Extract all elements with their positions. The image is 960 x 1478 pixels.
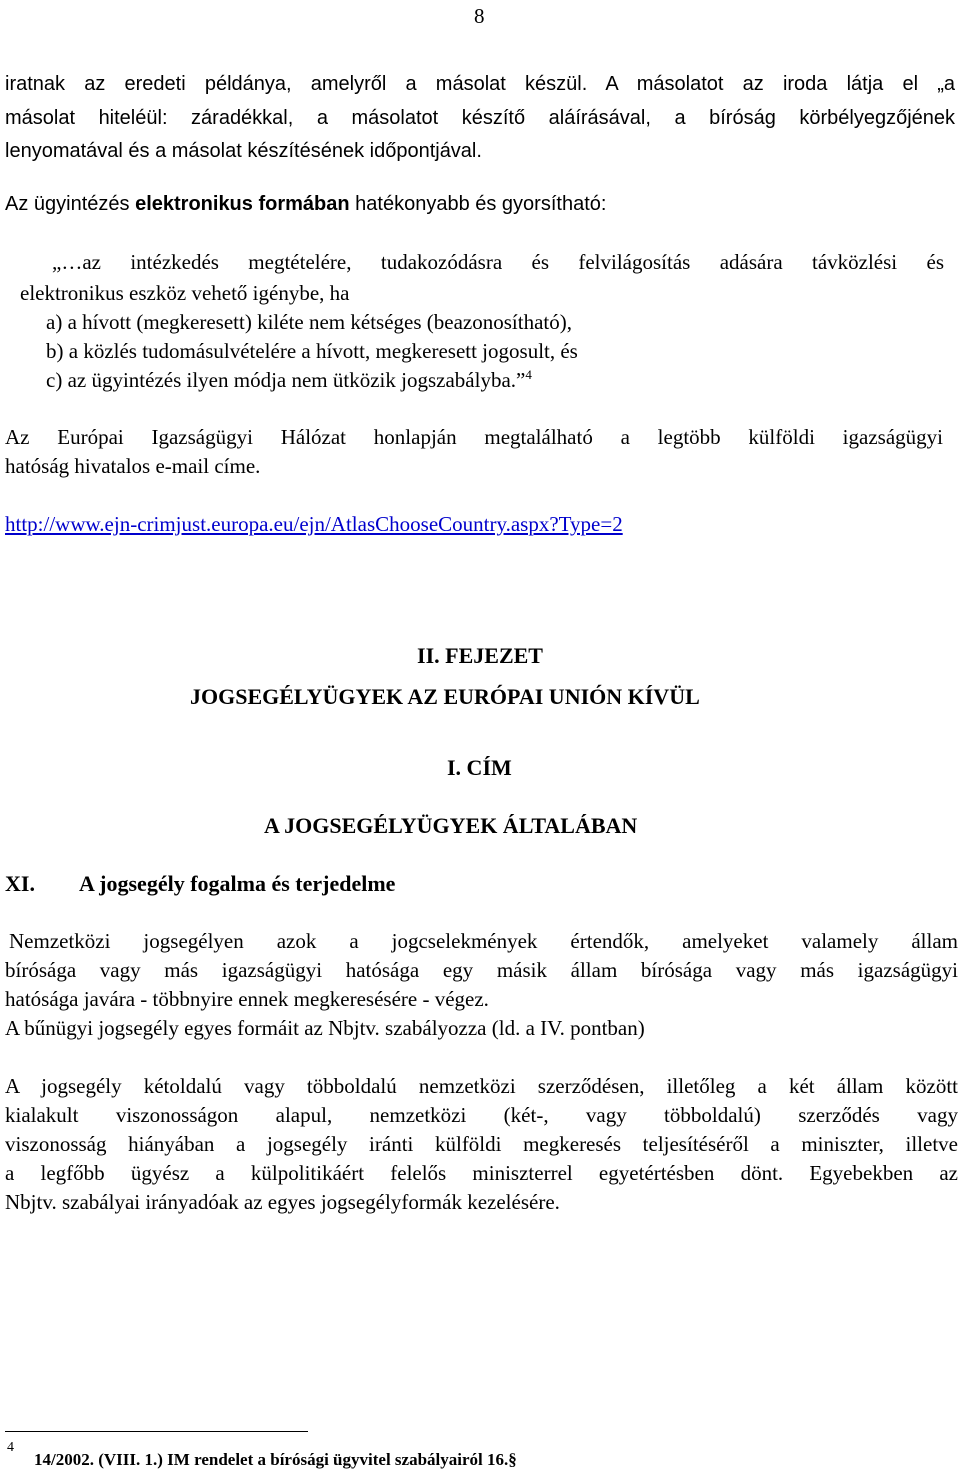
quote-line: elektronikus eszköz vehető igénybe, ha xyxy=(20,281,350,305)
footnote-text: 14/2002. (VIII. 1.) IM rendelet a bírósági ügyvitel szabályairól 16.§ xyxy=(34,1450,517,1469)
quote-item-text: c) az ügyintézés ilyen módja nem ütközik jogszabályba.” xyxy=(46,368,526,392)
para2-line: A jogsegély kétoldalú vagy többoldalú nemzetközi szerződésen, illetőleg a két állam között xyxy=(5,1074,958,1098)
quote-item: a) a hívott (megkeresett) kiléte nem kétséges (beazonosítható), xyxy=(46,310,572,334)
electronic-bold: elektronikus formában xyxy=(135,193,350,215)
section-title: A jogsegély fogalma és terjedelme xyxy=(79,871,396,896)
page-number: 8 xyxy=(474,4,485,28)
electronic-before: Az ügyintézés xyxy=(5,193,136,215)
quote-line: „…az intézkedés megtételére, tudakozódásra és felvilágosítás adására távközlési és xyxy=(52,250,944,274)
quote-item: b) a közlés tudomásulvételére a hívott, megkeresett jogosult, és xyxy=(46,339,578,363)
title-heading: A JOGSEGÉLYÜGYEK ÁLTALÁBAN xyxy=(264,813,638,838)
electronic-sentence xyxy=(5,194,606,214)
para2-line: a legfőbb ügyész a külpolitikáért felelős miniszterrel egyetértésben dönt. Egyebekben az xyxy=(5,1161,958,1185)
chapter-title: JOGSEGÉLYÜGYEK AZ EURÓPAI UNIÓN KÍVÜL xyxy=(190,684,700,709)
para2-line: kialakult viszonosságon alapul, nemzetközi (két-, vagy többoldalú) szerződés vagy xyxy=(5,1103,958,1127)
para1-line: A bűnügyi jogsegély egyes formáit az Nbjtv. szabályozza (ld. a IV. pontban) xyxy=(5,1016,645,1040)
quote-item-last xyxy=(46,367,532,392)
intro-line: lenyomatával és a másolat készítésének időpontjával. xyxy=(5,140,482,162)
section-number: XI. xyxy=(5,871,35,896)
network-line: Az Európai Igazságügyi Hálózat honlapján megtalálható a legtöbb külföldi igazságügyi xyxy=(5,425,943,449)
para2-line: viszonosság hiányában a jogsegély iránti külföldi megkeresés teljesítéséről a miniszter, illetve xyxy=(5,1132,958,1156)
footnote-mark: 4 xyxy=(7,1440,14,1455)
para1-line: bírósága vagy más igazságügyi hatósága egy másik állam bírósága vagy más igazságügyi xyxy=(5,958,958,982)
title-number: I. CÍM xyxy=(447,755,512,780)
ejn-link[interactable]: http://www.ejn-crimjust.europa.eu/ejn/AtlasChooseCountry.aspx?Type=2 xyxy=(5,512,623,536)
para1-line: Nemzetközi jogsegélyen azok a jogcselekmények értendők, amelyeket valamely állam xyxy=(9,929,958,953)
para2-line: Nbjtv. szabályai irányadóak az egyes jogsegélyformák kezelésére. xyxy=(5,1190,560,1214)
para1-line: hatósága javára - többnyire ennek megkeresésére - végez. xyxy=(5,987,489,1011)
chapter-number: II. FEJEZET xyxy=(417,643,543,668)
intro-line: iratnak az eredeti példánya, amelyről a másolat készül. A másolatot az iroda látja el „a xyxy=(5,73,955,95)
electronic-after: hatékonyabb és gyorsítható: xyxy=(349,193,607,215)
footnote-ref: 4 xyxy=(525,367,532,382)
network-line: hatóság hivatalos e-mail címe. xyxy=(5,454,261,478)
intro-line: másolat hiteléül: záradékkal, a másolatot készítő aláírásával, a bíróság körbélyegzőjének xyxy=(5,107,955,129)
footnote-separator xyxy=(5,1431,308,1432)
